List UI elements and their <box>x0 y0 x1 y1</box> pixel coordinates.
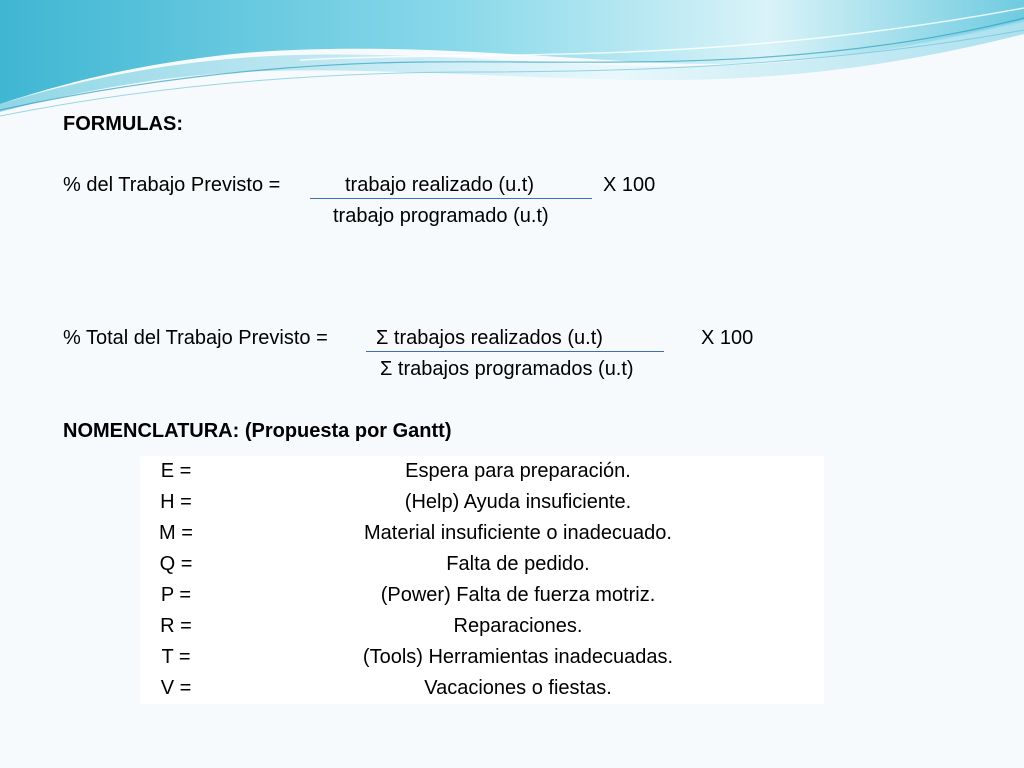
nomenclature-table <box>140 456 824 704</box>
nomenclature-code: V = <box>160 677 192 699</box>
formula1-multiplier: X 100 <box>603 174 656 196</box>
formula1-lhs: % del Trabajo Previsto = <box>63 174 281 196</box>
nomenclature-code: M = <box>159 522 193 544</box>
formula2-denominator: Σ trabajos programados (u.t) <box>380 358 634 380</box>
nomenclature-row <box>140 673 824 704</box>
formula1-numerator: trabajo realizado (u.t) <box>345 174 534 196</box>
formula2-multiplier: X 100 <box>701 327 754 349</box>
formula2-numerator: Σ trabajos realizados (u.t) <box>376 327 603 349</box>
nomenclature-code: R = <box>160 615 192 637</box>
nomenclature-description: (Tools) Herramientas inadecuadas. <box>362 646 674 668</box>
nomenclature-description: Reparaciones. <box>453 615 583 637</box>
nomenclature-code: P = <box>160 584 192 606</box>
nomenclature-description: (Power) Falta de fuerza motriz. <box>380 584 656 606</box>
nomenclature-row <box>140 487 824 518</box>
nomenclature-row <box>140 642 824 673</box>
nomenclature-description: Material insuficiente o inadecuado. <box>364 522 672 544</box>
nomenclature-code: H = <box>160 491 192 513</box>
nomenclature-description: (Help) Ayuda insuficiente. <box>404 491 632 513</box>
nomenclature-code: T = <box>161 646 191 668</box>
header-wave-decoration <box>0 0 1024 130</box>
nomenclature-heading: NOMENCLATURA: (Propuesta por Gantt) <box>63 420 452 442</box>
nomenclature-code: Q = <box>159 553 193 575</box>
nomenclature-description: Vacaciones o fiestas. <box>424 677 612 699</box>
nomenclature-row <box>140 611 824 642</box>
formulas-heading: FORMULAS: <box>63 113 183 135</box>
formula1-fraction-bar <box>310 198 592 199</box>
nomenclature-description: Espera para preparación. <box>405 460 631 482</box>
formula2-lhs: % Total del Trabajo Previsto = <box>63 327 328 349</box>
nomenclature-row <box>140 549 824 580</box>
formula2-fraction-bar <box>366 351 664 352</box>
nomenclature-row <box>140 580 824 611</box>
formula1-denominator: trabajo programado (u.t) <box>333 205 549 227</box>
nomenclature-code: E = <box>160 460 192 482</box>
nomenclature-row <box>140 456 824 487</box>
nomenclature-description: Falta de pedido. <box>446 553 590 575</box>
nomenclature-row <box>140 518 824 549</box>
